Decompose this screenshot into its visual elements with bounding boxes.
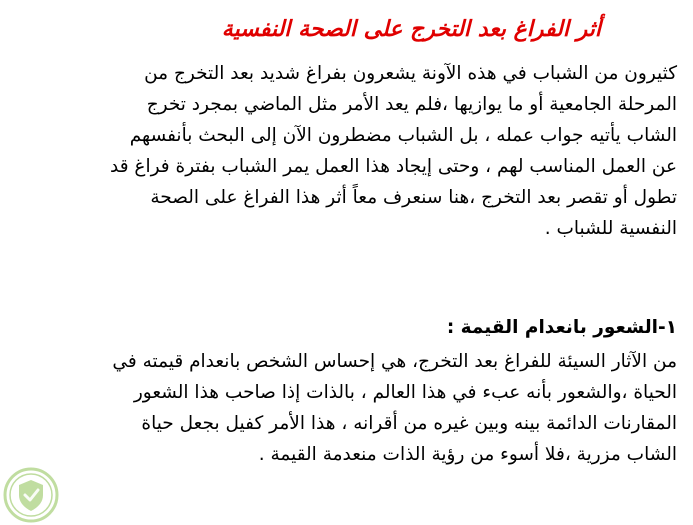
paragraph-line: عن العمل المناسب لهم ، وحتى إيجاد هذا العمل يمر الشباب بفترة فراغ قد <box>109 156 677 177</box>
paragraph-line: النفسية للشباب . <box>544 218 677 239</box>
paragraph-line: المقارنات الدائمة بينه وبين غيره من أقرانه ، هذا الأمر كفيل بجعل حياة <box>141 413 677 434</box>
section-paragraph <box>7 346 677 470</box>
section-heading: ١-الشعور بانعدام القيمة : <box>446 317 677 338</box>
green-shield-logo-icon <box>2 466 60 524</box>
paragraph-line: الشاب مزرية ،فلا أسوء من رؤية الذات منعدمة القيمة . <box>258 444 677 465</box>
paragraph-line: كثيرون من الشباب في هذه الآونة يشعرون بفراغ شديد بعد التخرج من <box>144 63 677 84</box>
intro-paragraph <box>7 58 677 244</box>
paragraph-line: تطول أو تقصر بعد التخرج ،هنا سنعرف معاً أثر هذا الفراغ على الصحة <box>150 187 677 208</box>
paragraph-line: الشاب يأتيه جواب عمله ، بل الشباب مضطرون الآن إلى البحث بأنفسهم <box>129 125 677 146</box>
paragraph-line: المرحلة الجامعية أو ما يوازيها ،فلم يعد الأمر مثل الماضي بمجرد تخرج <box>146 94 677 115</box>
paragraph-line: الحياة ،والشعور بأنه عبء في هذا العالم ، بالذات إذا صاحب هذا الشعور <box>133 382 677 403</box>
page-title: أثر الفراغ بعد التخرج على الصحة النفسية <box>221 16 601 42</box>
paragraph-line: من الآثار السيئة للفراغ بعد التخرج، هي إحساس الشخص بانعدام قيمته في <box>112 351 677 372</box>
